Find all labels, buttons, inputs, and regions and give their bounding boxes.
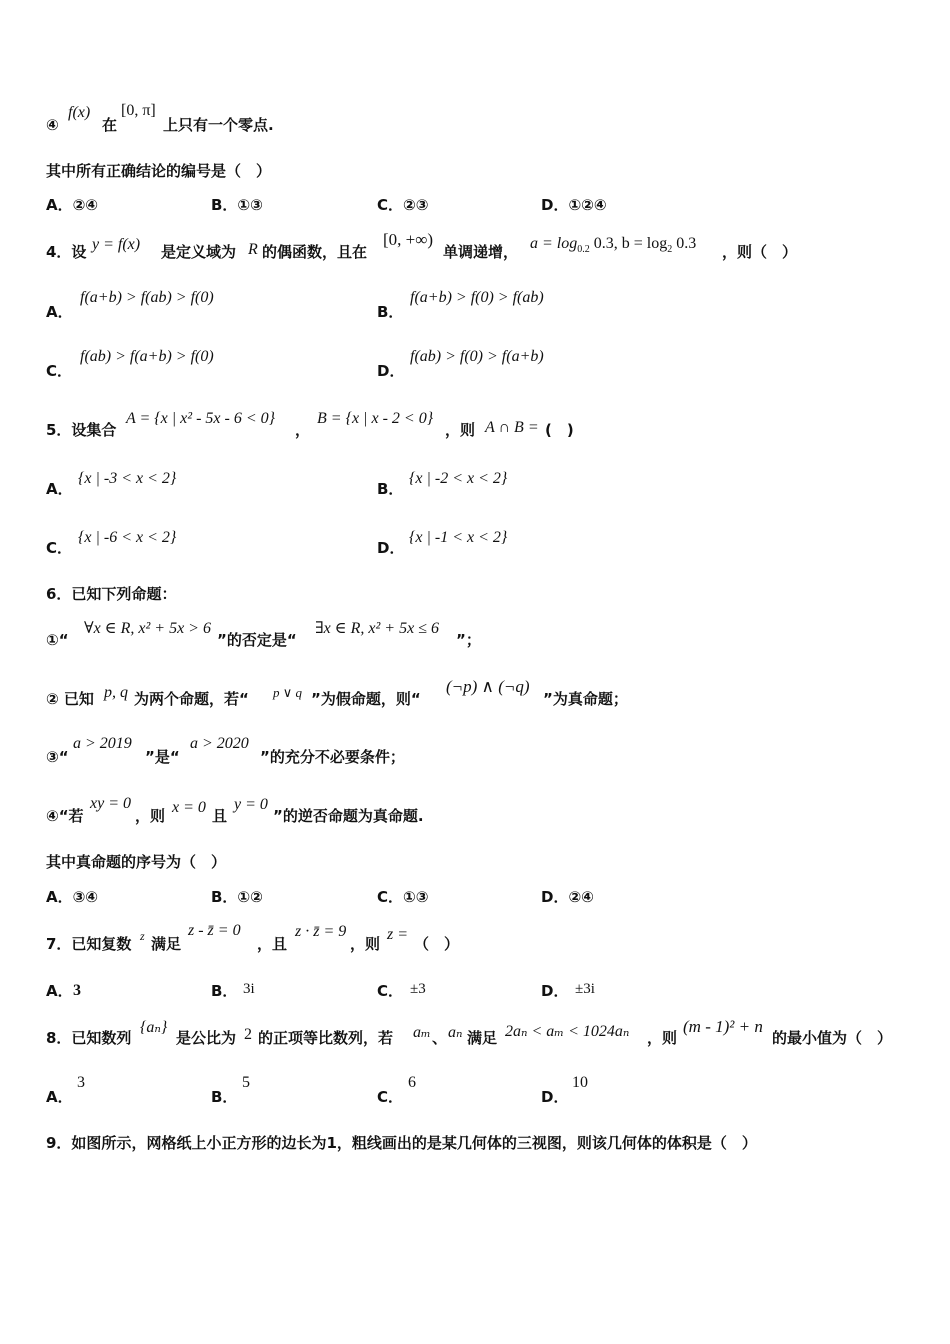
- q4-function: y = f(x): [92, 236, 141, 253]
- q3-prompt: 其中所有正确结论的编号是（ ）: [46, 162, 272, 180]
- q6-item1-prefix: ①“: [46, 631, 69, 649]
- q6-item2-text1: 为两个命题，若“: [134, 690, 249, 708]
- q6-option-d: D．②④: [541, 888, 594, 906]
- q6-prompt: 其中真命题的序号为（ ）: [46, 853, 227, 871]
- q8-ratio: 2: [244, 1026, 252, 1043]
- q4-ab-base1: 0.2: [577, 244, 590, 256]
- q4-label-b: B．: [377, 303, 404, 321]
- q6-item4-text1: ，则: [135, 807, 166, 825]
- q6-item1-negation: ∃x ∈ R, x² + 5x ≤ 6: [315, 620, 439, 637]
- q6-item4-x: x = 0: [172, 799, 206, 816]
- q8-text-satisfy: 满足: [467, 1029, 498, 1047]
- q7-text-satisfy: 满足: [151, 935, 182, 953]
- q8-text-then: ，则: [647, 1029, 678, 1047]
- q9-question: 9．如图所示，网格纸上小正方形的边长为1，粗线画出的是某几何体的三视图，则该几何体的体积是（ ）: [46, 1134, 757, 1152]
- q7-lead: 7．已知复数: [46, 935, 132, 953]
- q6-item4-text3: ”的逆否命题为真命题.: [273, 807, 424, 825]
- q6-item3-text2: ”的充分不必要条件；: [260, 748, 405, 766]
- q6-option-b: B．①②: [211, 888, 263, 906]
- q6-item4-condition: xy = 0: [90, 795, 131, 812]
- q6-item4-text2: 且: [212, 807, 228, 825]
- q4-label-c: C．: [46, 362, 73, 380]
- q5-label-a: A．: [46, 480, 73, 498]
- q3-option-d: D．①②④: [541, 196, 607, 214]
- q4-lead: 4．设: [46, 243, 87, 261]
- q8-label-b: B．: [211, 1088, 238, 1106]
- q4-option-b: f(a+b) > f(0) > f(ab): [410, 289, 544, 306]
- q8-option-a: 3: [77, 1074, 85, 1091]
- q5-lead: 5．设集合: [46, 421, 117, 439]
- q7-option-d: ±3i: [575, 981, 595, 997]
- q6-item2-text2: ”为假命题，则“: [311, 690, 421, 708]
- q5-option-b: {x | -2 < x < 2}: [409, 470, 508, 487]
- q3-item4-text-in: 在: [102, 116, 118, 134]
- q7-label-d: D．: [541, 982, 569, 1000]
- q5-option-c: {x | -6 < x < 2}: [78, 529, 177, 546]
- q7-option-b: 3i: [243, 981, 255, 997]
- q7-z: z: [140, 929, 145, 943]
- q5-comma: ，: [295, 421, 311, 439]
- q8-option-c: 6: [408, 1074, 416, 1091]
- q6-item2-prefix: ② 已知: [46, 690, 94, 708]
- q8-option-d: 10: [572, 1074, 588, 1091]
- q7-paren: （ ）: [414, 935, 460, 953]
- q5-label-c: C．: [46, 539, 73, 557]
- q8-text-ratio: 是公比为: [176, 1029, 237, 1047]
- q4-interval: [0, +∞): [383, 230, 434, 249]
- q5-set-b: B = {x | x - 2 < 0}: [317, 410, 434, 427]
- q3-item4-suffix: 上只有一个零点.: [163, 116, 274, 134]
- q7-text-then: ，则: [350, 935, 381, 953]
- q4-ab-definition: [530, 234, 696, 260]
- q6-item3-condition2: a > 2020: [190, 735, 249, 752]
- q5-label-d: D．: [377, 539, 405, 557]
- q6-lead: 6．已知下列命题：: [46, 585, 177, 603]
- q8-label-a: A．: [46, 1088, 73, 1106]
- q4-ab-log1: a = log: [530, 235, 578, 252]
- q4-ab-end: 0.3: [672, 235, 697, 252]
- q3-item4-function: f(x): [68, 104, 91, 121]
- q5-paren: ( ): [545, 421, 574, 439]
- q8-lead: 8．已知数列: [46, 1029, 132, 1047]
- q5-option-a: {x | -3 < x < 2}: [78, 470, 177, 487]
- q8-expression: (m - 1)² + n: [683, 1017, 763, 1036]
- q6-item4-prefix: ④“若: [46, 807, 84, 825]
- q6-item1-end: ”；: [456, 631, 481, 649]
- q6-item1-negation-text: ”的否定是“: [217, 631, 297, 649]
- q3-option-b: B．①③: [211, 196, 263, 214]
- q7-option-a: 3: [73, 982, 81, 999]
- q6-option-c: C．①③: [377, 888, 429, 906]
- q4-option-c: f(ab) > f(a+b) > f(0): [80, 348, 214, 365]
- q8-am: aₘ: [413, 1024, 431, 1041]
- q8-option-b: 5: [242, 1074, 250, 1091]
- q4-label-a: A．: [46, 303, 73, 321]
- q7-label-b: B．: [211, 982, 238, 1000]
- q7-label-c: C．: [377, 982, 404, 1000]
- q7-condition1: z - z̄ = 0: [188, 922, 241, 939]
- q3-option-c: C．②③: [377, 196, 429, 214]
- q4-text-even: 的偶函数，且在: [262, 243, 368, 261]
- q3-item4-interval: [0, π]: [121, 102, 156, 119]
- q6-item2-and: (¬p) ∧ (¬q): [446, 677, 530, 696]
- q7-text-and: ，且: [257, 935, 288, 953]
- q8-label-d: D．: [541, 1088, 569, 1106]
- q4-set-r: R: [248, 241, 258, 258]
- q4-text-increasing: 单调递增，: [443, 243, 519, 261]
- q6-item2-or: p ∨ q: [273, 685, 303, 700]
- q4-ab-mid: 0.3, b = log: [589, 235, 668, 252]
- q4-label-d: D．: [377, 362, 405, 380]
- q5-set-a: A = {x | x² - 5x - 6 < 0}: [126, 410, 276, 427]
- q4-text-domain: 是定义域为: [161, 243, 237, 261]
- q8-an: aₙ: [448, 1024, 463, 1041]
- q8-text-min: 的最小值为（ ）: [772, 1029, 893, 1047]
- q6-item3-text1: ”是“: [145, 748, 180, 766]
- q8-separator: 、: [432, 1029, 448, 1047]
- q8-text-positive: 的正项等比数列，若: [258, 1029, 394, 1047]
- q4-option-a: f(a+b) > f(ab) > f(0): [80, 289, 214, 306]
- q5-label-b: B．: [377, 480, 404, 498]
- q6-item1-proposition: ∀x ∈ R, x² + 5x > 6: [84, 620, 211, 637]
- q6-item3-prefix: ③“: [46, 748, 69, 766]
- q5-option-d: {x | -1 < x < 2}: [409, 529, 508, 546]
- q6-item2-pq: p, q: [104, 684, 128, 701]
- q5-intersection: A ∩ B =: [485, 419, 539, 436]
- q6-item4-y: y = 0: [234, 796, 268, 813]
- q7-condition2: z · z̄ = 9: [295, 923, 347, 940]
- q4-text-then: ，则（ ）: [722, 243, 798, 261]
- q6-item3-condition1: a > 2019: [73, 735, 132, 752]
- q4-option-d: f(ab) > f(0) > f(a+b): [410, 348, 544, 365]
- q7-ask: z =: [387, 926, 409, 943]
- q3-item4-number: ④: [46, 116, 59, 134]
- q3-option-a: A．②④: [46, 196, 99, 214]
- q4-ab-base2: 2: [667, 244, 673, 256]
- q8-sequence: {aₙ}: [140, 1019, 168, 1036]
- q6-option-a: A．③④: [46, 888, 99, 906]
- q8-condition: 2aₙ < aₘ < 1024aₙ: [505, 1023, 630, 1040]
- q5-text-then: ，则: [445, 421, 476, 439]
- q7-label-a: A．: [46, 982, 73, 1000]
- q6-item2-text3: ”为真命题；: [543, 690, 628, 708]
- q8-label-c: C．: [377, 1088, 404, 1106]
- q7-option-c: ±3: [410, 981, 426, 997]
